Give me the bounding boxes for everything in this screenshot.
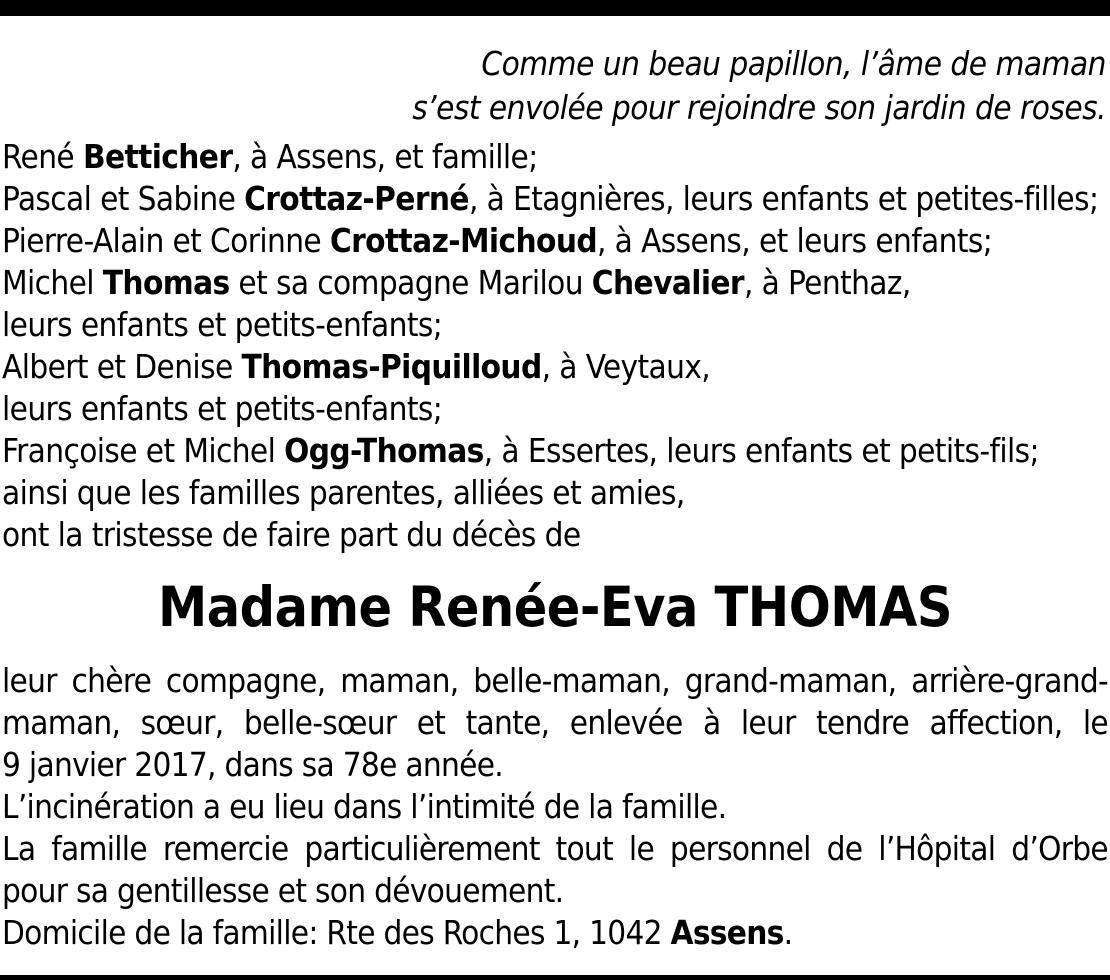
family-line-3: Pierre-Alain et Corinne Crottaz-Michoud, à Assens, et leurs enfants; [2, 221, 993, 260]
family-line-10: ont la tristesse de faire part du décès de [2, 515, 581, 554]
family-line-8: Françoise et Michel Ogg-Thomas, à Essertes, leurs enfants et petits-fils; [2, 431, 1039, 470]
body-line-3: 9 janvier 2017, dans sa 78e année. [2, 745, 503, 784]
obituary-body [2, 660, 1108, 954]
family-list [2, 136, 1110, 556]
body-line-1: leur chère compagne, maman, belle-maman, grand-maman, arrière-grand- [2, 661, 1108, 700]
body-line-5: La famille remercie particulièrement tout le personnel de l’Hôpital d’Orbe [2, 829, 1108, 868]
family-line-5: leurs enfants et petits-enfants; [2, 305, 443, 344]
family-line-4: Michel Thomas et sa compagne Marilou Chevalier, à Penthaz, [2, 263, 911, 302]
epigraph [0, 42, 1106, 130]
body-line-4: L’incinération a eu lieu dans l’intimité de la famille. [2, 787, 727, 826]
body-line-6: pour sa gentillesse et son dévouement. [2, 871, 564, 910]
family-line-9: ainsi que les familles parentes, alliées et amies, [2, 473, 685, 512]
epigraph-line-2: s’est envolée pour rejoindre son jardin de roses. [412, 88, 1106, 127]
body-line-2: maman, sœur, belle-sœur et tante, enlevée à leur tendre affection, le [2, 703, 1108, 742]
family-line-1: René Betticher, à Assens, et famille; [2, 137, 538, 176]
epigraph-line-1: Comme un beau papillon, l’âme de maman [481, 44, 1106, 83]
family-line-7: leurs enfants et petits-enfants; [2, 389, 443, 428]
body-line-7: Domicile de la famille: Rte des Roches 1, 1042 Assens. [2, 913, 793, 952]
deceased-name: Madame Renée-Eva THOMAS [158, 575, 952, 639]
bottom-rule [0, 975, 1110, 980]
family-line-2: Pascal et Sabine Crottaz-Perné, à Etagnières, leurs enfants et petites-filles; [2, 179, 1099, 218]
family-line-6: Albert et Denise Thomas-Piquilloud, à Veytaux, [2, 347, 711, 386]
top-rule [0, 0, 1110, 16]
